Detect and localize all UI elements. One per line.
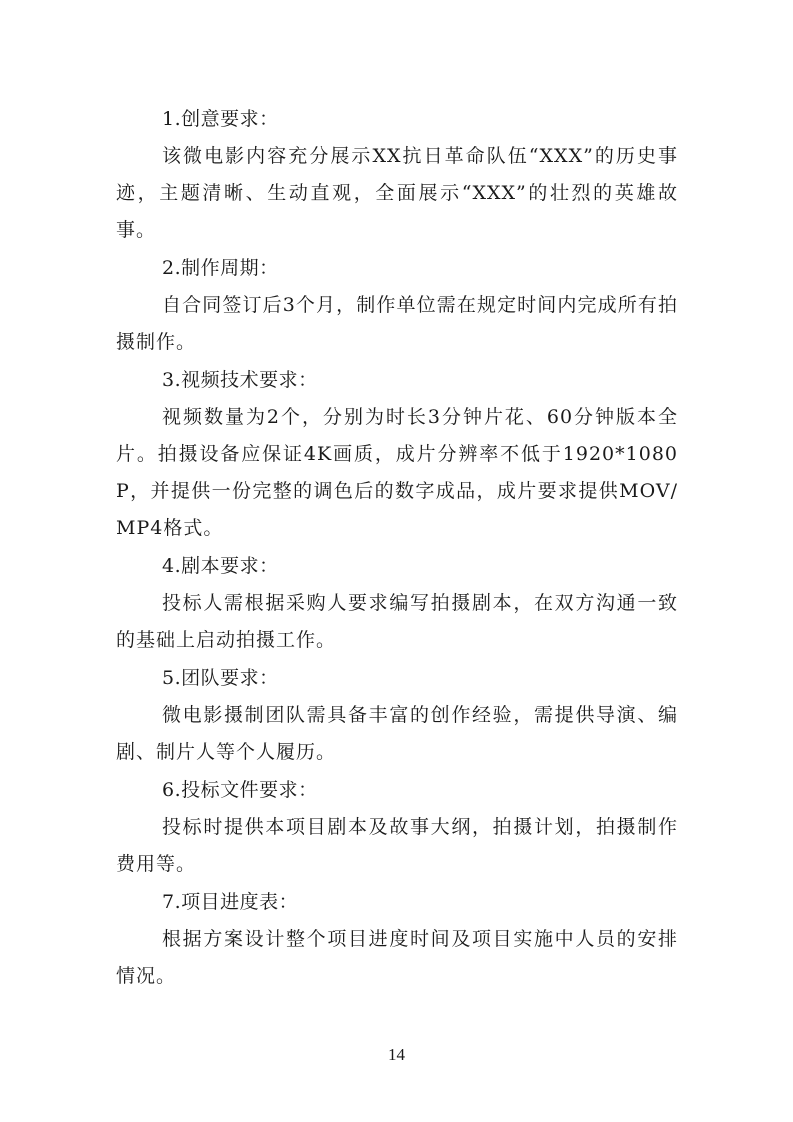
section-body: 视频数量为2个，分别为时长3分钟片花、60分钟版本全片。拍摄设备应保证4K画质，成片分辨率不低于1920*1080P，并提供一份完整的调色后的数字成品，成片要求提供MOV/MP4格式。 (116, 406, 678, 539)
section-heading: 2.制作周期： (162, 257, 279, 279)
section-heading: 7.项目进度表： (162, 891, 299, 913)
section-production-period (116, 249, 678, 361)
section-body: 微电影摄制团队需具备丰富的创作经验，需提供导演、编剧、制片人等个人履历。 (116, 704, 678, 763)
section-creative-requirements (116, 100, 678, 249)
section-heading: 5.团队要求： (162, 667, 279, 689)
page-number: 14 (388, 1045, 405, 1064)
section-body: 自合同签订后3个月，制作单位需在规定时间内完成所有拍摄制作。 (116, 294, 678, 353)
section-video-technical-requirements (116, 361, 678, 547)
section-heading: 3.视频技术要求： (162, 369, 318, 391)
section-body: 投标人需根据采购人要求编写拍摄剧本，在双方沟通一致的基础上启动拍摄工作。 (116, 592, 678, 651)
section-script-requirements (116, 547, 678, 659)
section-heading: 6.投标文件要求： (162, 779, 318, 801)
section-heading: 1.创意要求： (162, 108, 279, 130)
section-heading: 4.剧本要求： (162, 555, 279, 577)
section-body: 投标时提供本项目剧本及故事大纲，拍摄计划，拍摄制作费用等。 (116, 816, 678, 875)
section-body: 该微电影内容充分展示XX抗日革命队伍“XXX”的历史事迹，主题清晰、生动直观，全面展示“XXX”的壮烈的英雄故事。 (116, 145, 678, 241)
section-project-schedule (116, 883, 678, 995)
document-page (116, 100, 678, 995)
section-bid-document-requirements (116, 771, 678, 883)
section-team-requirements (116, 659, 678, 771)
section-body: 根据方案设计整个项目进度时间及项目实施中人员的安排情况。 (116, 928, 678, 987)
